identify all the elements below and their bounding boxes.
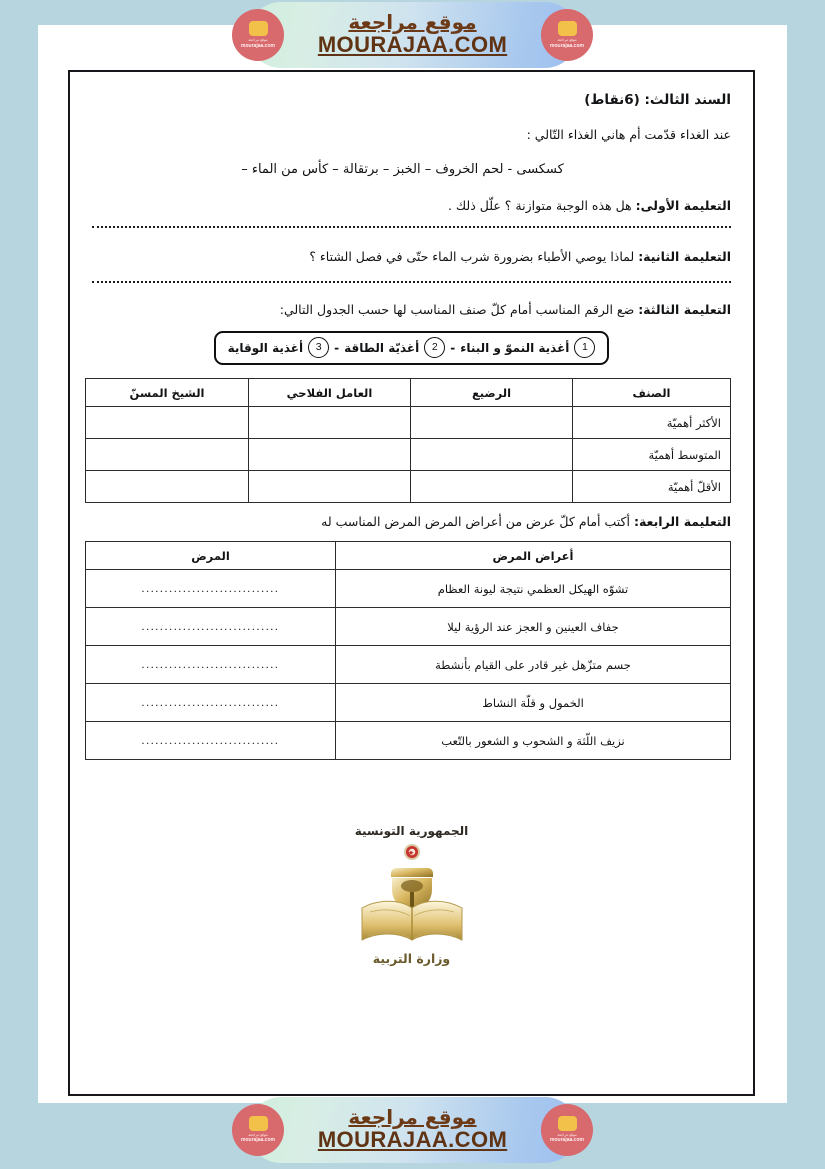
legend-item-2 <box>344 337 445 358</box>
instruction-1 <box>92 198 731 213</box>
instruction-3-text: ضع الرقم المناسب أمام كلّ صنف المناسب لها حسب الجدول التالي: <box>279 302 635 317</box>
symptom-cell: جفاف العينين و العجز عند الرؤية ليلا <box>336 608 731 646</box>
watermark-arabic-title: موقع مراجعة <box>348 10 477 35</box>
badge-domain-text: mourajaa.com <box>241 42 275 49</box>
row-label-medium-important: المتوسط أهميّة <box>573 439 731 471</box>
watermark-arabic-title: موقع مراجعة <box>348 1104 477 1129</box>
answer-cell[interactable] <box>249 471 411 503</box>
column-header-symptoms: أعراض المرض <box>336 542 731 570</box>
page-border-frame <box>68 70 755 1096</box>
food-importance-table <box>85 378 731 503</box>
table-row <box>86 407 731 439</box>
answer-cell[interactable] <box>249 407 411 439</box>
mourajaa-badge-left <box>232 9 284 61</box>
column-header-elderly: الشيخ المسنّ <box>86 379 249 407</box>
watermark-pill-top <box>248 2 578 68</box>
badge-domain-text: mourajaa.com <box>550 42 584 49</box>
answer-line-1[interactable] <box>92 226 731 228</box>
legend-label-1: أغذية النموّ و البناء <box>460 340 570 355</box>
instruction-2 <box>92 249 731 264</box>
instruction-4-label: التعليمة الرابعة: <box>633 514 731 529</box>
disease-answer-cell[interactable]: .............................. <box>86 722 336 760</box>
symptom-cell: تشوّه الهيكل العظمي نتيجة ليونة العظام <box>336 570 731 608</box>
legend-label-3: أغذية الوقاية <box>227 340 304 355</box>
instruction-1-label: التعليمة الأولى: <box>635 198 731 213</box>
mourajaa-badge-right <box>541 9 593 61</box>
disease-symptoms-table <box>85 541 731 760</box>
disease-answer-cell[interactable]: .............................. <box>86 608 336 646</box>
legend-separator: - <box>334 340 340 355</box>
intro-text: عند الغداء قدّمت أم هاني الغذاء التّالي : <box>526 127 731 142</box>
badge-domain-text: mourajaa.com <box>550 1137 584 1144</box>
food-category-legend <box>214 331 610 365</box>
badge-arabic-text: موقع مراجعة <box>248 38 268 43</box>
legend-item-3 <box>228 337 330 358</box>
badge-domain-text: mourajaa.com <box>241 1137 275 1144</box>
table-header-row <box>86 542 731 570</box>
instruction-4 <box>92 514 731 529</box>
row-label-least-important: الأقلّ أهميّة <box>573 471 731 503</box>
answer-cell[interactable] <box>86 471 249 503</box>
emblem-ministry-text: وزارة التربية <box>372 951 451 966</box>
worksheet-page <box>38 25 787 1103</box>
mourajaa-badge-left <box>232 1104 284 1156</box>
mourajaa-logo-icon <box>249 1116 268 1131</box>
symptom-cell: الخمول و قلّة النشاط <box>336 684 731 722</box>
instruction-3 <box>92 302 731 317</box>
column-header-infant: الرضيع <box>411 379 573 407</box>
watermark-domain: MOURAJAA.COM <box>317 1126 508 1152</box>
emblem-artwork-icon <box>348 840 476 948</box>
badge-arabic-text: موقع مراجعة <box>557 38 577 43</box>
symptom-cell: جسم متزّهل غير قادر على القيام بأنشطة <box>336 646 731 684</box>
table-header-row <box>86 379 731 407</box>
badge-arabic-text: موقع مراجعة <box>557 1132 577 1137</box>
mourajaa-logo-icon <box>558 21 577 36</box>
answer-cell[interactable] <box>86 439 249 471</box>
page-content <box>70 72 753 1094</box>
legend-number-1: 1 <box>574 337 595 358</box>
badge-arabic-text: موقع مراجعة <box>248 1132 268 1137</box>
answer-line-2[interactable] <box>92 281 731 283</box>
table-row <box>86 608 731 646</box>
row-label-most-important: الأكثر أهميّة <box>573 407 731 439</box>
table-row <box>86 471 731 503</box>
legend-separator: - <box>450 340 456 355</box>
table-row <box>86 684 731 722</box>
instruction-1-text: هل هذه الوجبة متوازنة ؟ علّل ذلك . <box>447 198 632 213</box>
column-header-disease: المرض <box>86 542 336 570</box>
answer-cell[interactable] <box>411 439 573 471</box>
legend-number-2: 2 <box>424 337 445 358</box>
answer-cell[interactable] <box>411 407 573 439</box>
watermark-bar-top <box>0 0 825 70</box>
table-row <box>86 439 731 471</box>
legend-container <box>92 331 731 365</box>
table-row <box>86 570 731 608</box>
table-row <box>86 646 731 684</box>
watermark-bar-bottom <box>0 1090 825 1169</box>
table-row <box>86 722 731 760</box>
disease-answer-cell[interactable]: .............................. <box>86 570 336 608</box>
answer-cell[interactable] <box>411 471 573 503</box>
instruction-2-text: لماذا يوصي الأطباء بضرورة شرب الماء حتّى في فصل الشتاء ؟ <box>309 249 635 264</box>
column-header-category: الصنف <box>573 379 731 407</box>
symptom-cell: نزيف اللّثة و الشحوب و الشعور بالتّعب <box>336 722 731 760</box>
legend-item-1 <box>460 337 595 358</box>
watermark-domain: MOURAJAA.COM <box>317 32 508 58</box>
instruction-4-text: أكتب أمام كلّ عرض من أعراض المرض المرض المناسب له <box>321 514 630 529</box>
mourajaa-logo-icon <box>558 1116 577 1131</box>
legend-label-2: أغذيّة الطاقة <box>344 340 420 355</box>
column-header-farmer: العامل الفلاحي <box>249 379 411 407</box>
section-title: السند الثالث: (6نقاط) <box>584 92 731 108</box>
answer-cell[interactable] <box>86 407 249 439</box>
mourajaa-badge-right <box>541 1104 593 1156</box>
instruction-2-label: التعليمة الثانية: <box>638 249 731 264</box>
disease-answer-cell[interactable]: .............................. <box>86 684 336 722</box>
instruction-3-label: التعليمة الثالثة: <box>638 302 731 317</box>
answer-cell[interactable] <box>249 439 411 471</box>
emblem-republic-text: الجمهورية التونسية <box>354 824 469 838</box>
legend-number-3: 3 <box>308 337 329 358</box>
mourajaa-logo-icon <box>249 21 268 36</box>
disease-answer-cell[interactable]: .............................. <box>86 646 336 684</box>
ministry-emblem <box>322 824 502 966</box>
watermark-pill-bottom <box>248 1097 578 1163</box>
meal-list: كسكسى - لحم الخروف – الخبز – برتقالة – كأس من الماء – <box>241 162 564 177</box>
